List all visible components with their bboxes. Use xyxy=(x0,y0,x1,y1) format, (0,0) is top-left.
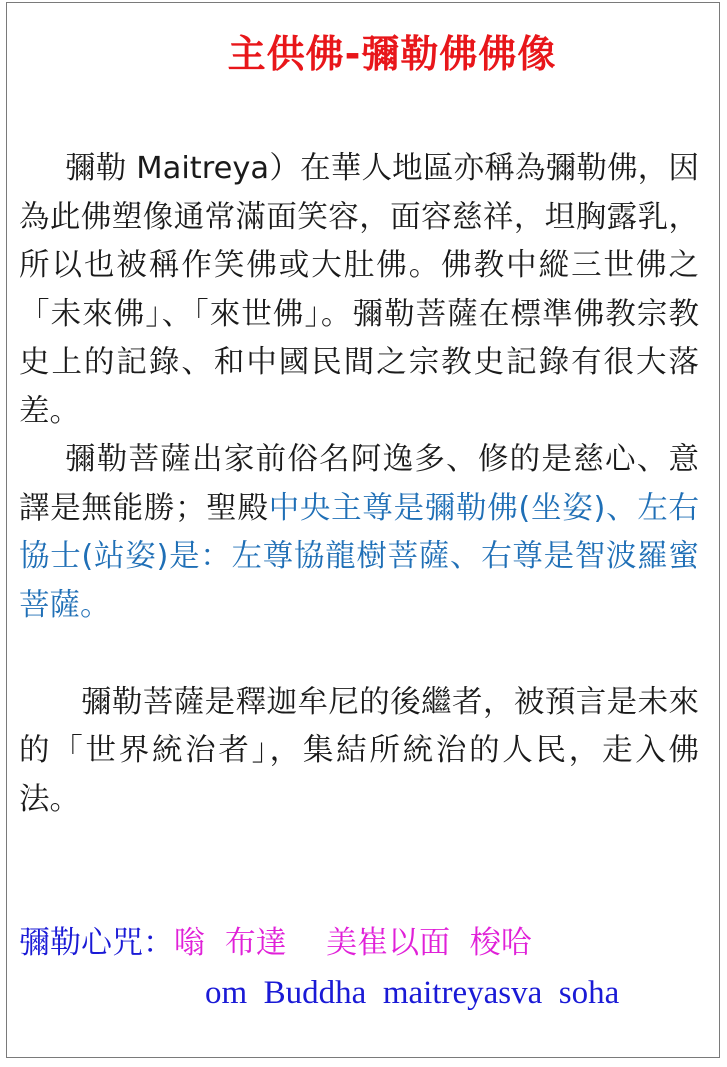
paragraph-temple-highlight: 中央主尊是彌勒佛(坐姿)、左右協士(站姿)是：左尊協龍樹菩薩、右尊是智波羅蜜菩薩。 xyxy=(19,490,699,623)
mantra-block xyxy=(19,918,709,1018)
article-body xyxy=(19,145,699,824)
paragraph-temple-text: 彌勒菩薩出家前俗名阿逸多、修的是慈心、意譯是無能勝；聖殿 xyxy=(19,442,699,526)
mantra-romanized: om Buddha maitreyasva soha xyxy=(205,975,620,1011)
page-title: 主供佛-彌勒佛佛像 xyxy=(227,32,557,76)
paragraph-spacer xyxy=(19,630,699,679)
paragraph-intro: 彌勒 Maitreya）在華人地區亦稱為彌勒佛，因為此佛塑像通常滿面笑容，面容慈祥，坦胸露乳，所以也被稱作笑佛或大肚佛。佛教中縱三世佛之「未來佛」、「來世佛」。彌勒菩薩在標準佛教宗教史上的記錄、和中國民間之宗教史記錄有很大落差。 xyxy=(19,151,699,429)
mantra-line-romanized xyxy=(19,968,709,1018)
paragraph-temple xyxy=(19,436,699,630)
paragraph-successor: 彌勒菩薩是釋迦牟尼的後繼者，被預言是未來的「世界統治者」，集結所統治的人民，走入佛法。 xyxy=(19,684,699,817)
mantra-label: 彌勒心咒： xyxy=(19,925,174,961)
mantra-chinese: 嗡 布達 美崔以面 梭哈 xyxy=(174,925,532,961)
mantra-line-chinese xyxy=(19,918,709,968)
